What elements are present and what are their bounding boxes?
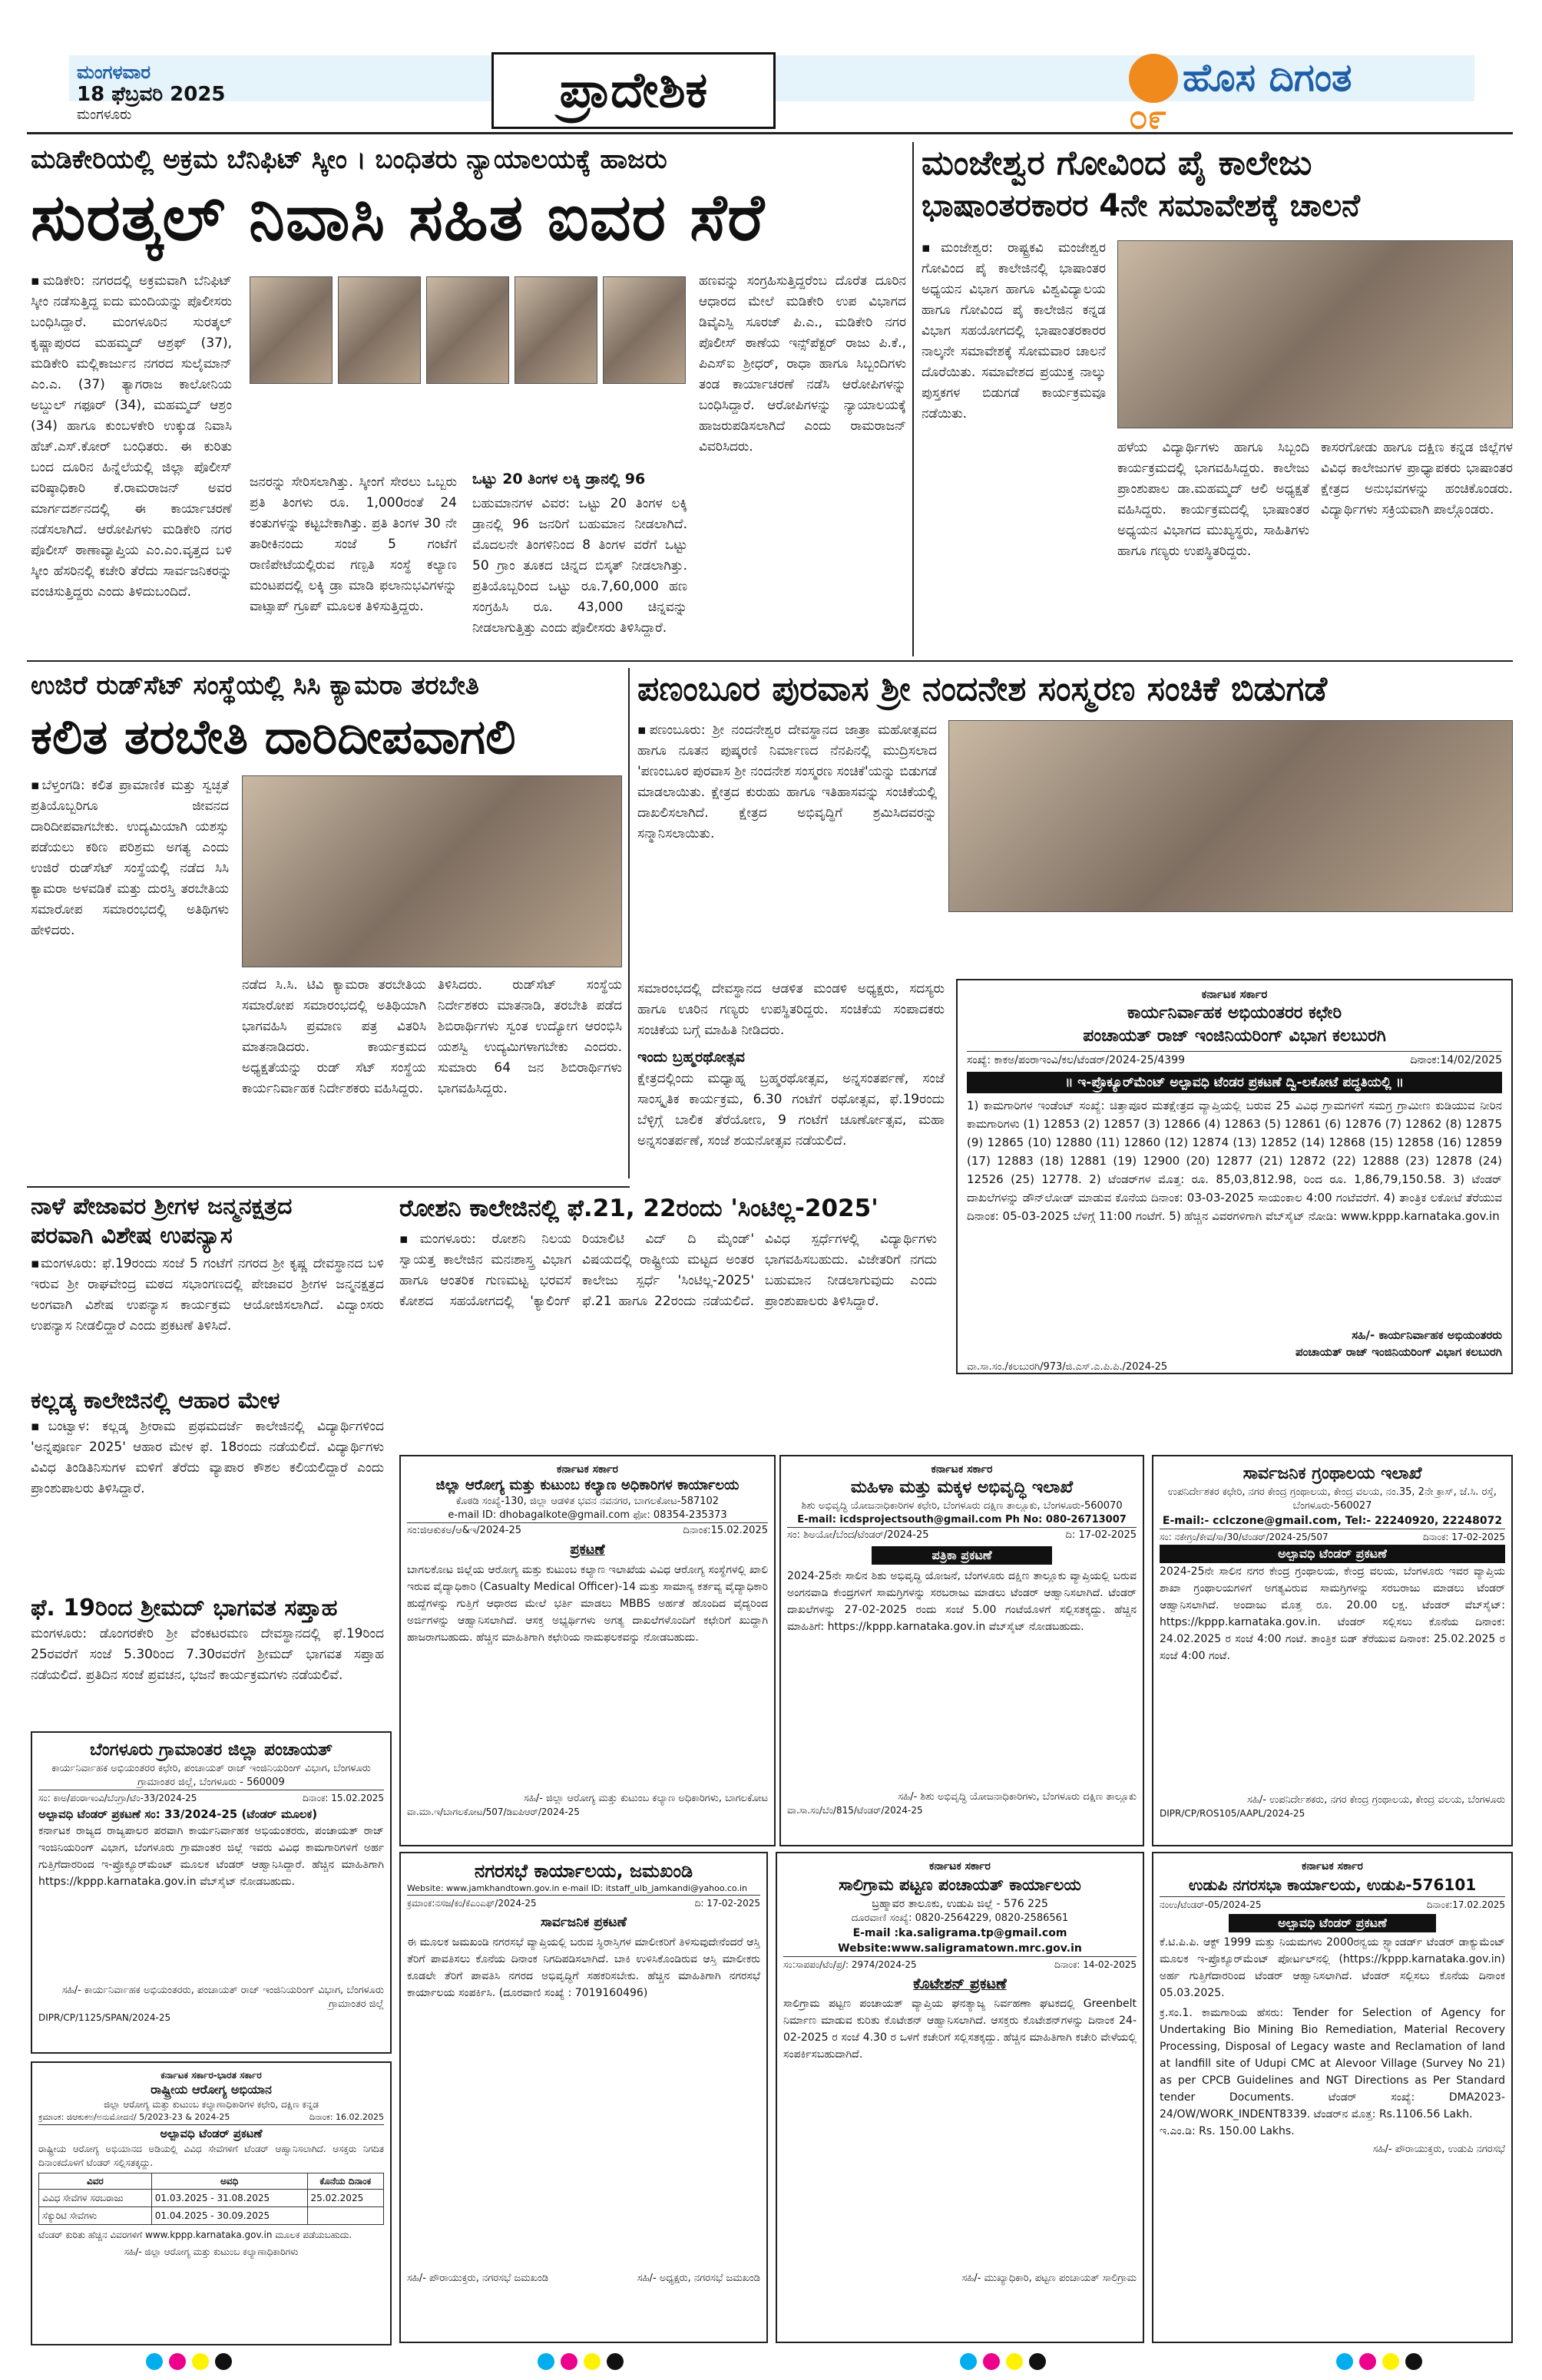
registration-mark-icon: [607, 2353, 624, 2370]
ad-saligrama-addr: ಬ್ರಹ್ಮಾವರ ತಾಲೂಕು, ಉಡುಪಿ ಜಿಲ್ಲೆ - 576 225: [872, 1898, 1048, 1910]
accused-photo-3: [426, 276, 509, 384]
registration-mark-icon: [1006, 2353, 1023, 2370]
logo-wordmark: ಹೊಸ ದಿಗಂತ: [1183, 55, 1352, 100]
story-3-col-1: ▪ಬೆಳ್ತಂಗಡಿ: ಕಲಿತ ಪ್ರಾಮಾಣಿಕ ಮತ್ತು ಸ್ವಚ್ಛತೆ ಪ್ರತಿಯೊಬ್ಬರಿಗೂ ಜೀವನದ ದಾರಿದೀಪವಾಗಬೇಕು. ಉದ್ಯಮಿಯಾಗಿ ಯಶಸ್ಸು ಪಡೆಯಲು ಕಠಿಣ ಪರಿಶ್ರಮ ಅಗತ್ಯ ಎಂದು ಉಜಿರೆ ರುಡ್‌ಸೆಟ್ ಸಂಸ್ಥೆಯಲ್ಲಿ ನಡೆದ ಸಿಸಿ ಕ್ಯಾಮರಾ ಅಳವಡಿಕೆ ಮತ್ತು ದುರಸ್ತಿ ತರಬೇತಿಯ ಸಮಾರೋಪ ಸಮಾರಂಭದಲ್ಲಿ ಅತಿಥಿಗಳು ಹೇಳಿದರು.: [31, 778, 229, 938]
ad-library-foot: DIPR/CP/ROS105/AAPL/2024-25: [1160, 1808, 1305, 1819]
ad-bagalkot-body: ಬಾಗಲಕೋಟ ಜಿಲ್ಲೆಯ ಆರೋಗ್ಯ ಮತ್ತು ಕುಟುಂಬ ಕಲ್ಯಾಣ ಇಲಾಖೆಯ ವಿವಿಧ ಆರೋಗ್ಯ ಸಂಸ್ಥೆಗಳಲ್ಲಿ ಖಾಲಿ ಇರುವ ವೈದ್ಯಾಧಿಕಾರಿ (Casualty Medical Officer)-14 ಮತ್ತು ಸಾಮಾನ್ಯ ಕರ್ತವ್ಯ ವೈದ್ಯಾಧಿಕಾರಿ ಹುದ್ದೆಗಳನ್ನು ಗುತ್ತಿಗೆ ಆಧಾರದ ಮೇಲೆ ಭರ್ತಿ ಮಾಡಲು MBBS ಅರ್ಹತೆ ಹೊಂದಿದ ವೈದ್ಯರಿಂದ ಅರ್ಜಿಗಳನ್ನು ಆಹ್ವಾನಿಸಲಾಗಿದೆ. ಆಸಕ್ತ ಅಭ್ಯರ್ಥಿಗಳು ಅಗತ್ಯ ದಾಖಲೆಗಳೊಂದಿಗೆ ಕಛೇರಿಗೆ ಖುದ್ದಾಗಿ ಹಾಜರಾಗಬಹುದು. ಹೆಚ್ಚಿನ ಮಾಹಿತಿಗಾಗಿ ಕಛೇರಿಯ ನಾಮಫಲಕವನ್ನು ನೋಡಬಹುದು.: [407, 1564, 768, 1644]
header-city: ಮಂಗಳೂರು: [77, 107, 132, 123]
registration-mark-icon: [1359, 2353, 1376, 2370]
ad-nhm-addr: ಜಿಲ್ಲಾ ಆರೋಗ್ಯ ಮತ್ತು ಕುಟುಂಬ ಕಲ್ಯಾಣಾಧಿಕಾರಿಗಳ ಕಛೇರಿ, ದಕ್ಷಿಣ ಕನ್ನಡ: [104, 2099, 319, 2110]
story-1-col-3: ಬಹುಮಾನಗಳ ವಿವರ: ಒಟ್ಟು 20 ತಿಂಗಳ ಲಕ್ಕಿ ಡ್ರಾನಲ್ಲಿ 96 ಜನರಿಗೆ ಬಹುಮಾನ ನೀಡಲಾಗಿದೆ. ಮೊದಲನೇ ತಿಂಗಳಿನಿಂದ 8 ತಿಂಗಳ ವರೆಗೆ ಒಟ್ಟು 50 ಗ್ರಾಂ ತೂಕದ ಚಿನ್ನದ ಬಿಸ್ಕತ್ ನೀಡಲಾಗಿತ್ತು. ಪ್ರತಿಯೊಬ್ಬರಿಂದ ಒಟ್ಟು ರೂ.7,60,000 ಹಣ ಸಂಗ್ರಹಿಸಿ ರೂ. 43,000 ಚಿನ್ನವನ್ನು ನೀಡಲಾಗುತ್ತಿತ್ತು ಎಂದು ಪೊಲೀಸರು ತಿಳಿಸಿದ್ದಾರೆ.: [472, 496, 687, 636]
ad-saligrama-email: E-mail :ka.saligrama.tp@gmail.com: [852, 1927, 1067, 1939]
ad-library-ref: ಸಂ: ನಕೇಗ್ರಂ/ಕೇವ/ಸಾ/30/ಟೆಂಡರ್/2024-25/507: [1160, 1532, 1329, 1542]
ad-wcd-sign: ಸಹಿ/- ಶಿಶು ಅಭಿವೃದ್ಧಿ ಯೋಜನಾಧಿಕಾರಿಗಳು, ಬೆಂಗಳೂರು ದಕ್ಷಿಣ ತಾಲ್ಲೂಕು: [898, 1791, 1137, 1803]
ad-wcd-govt: ಕರ್ನಾಟಕ ಸರ್ಕಾರ: [931, 1463, 993, 1476]
story-7: [31, 1593, 384, 1727]
ad-wcd-heading: ಪತ್ರಿಕಾ ಪ್ರಕಟಣೆ: [872, 1546, 1052, 1565]
ad-jamkhandi: [399, 1852, 768, 2343]
story-3-col-2: ನಡೆದ ಸಿ.ಸಿ. ಟಿವಿ ಕ್ಯಾಮರಾ ತರಬೇತಿಯ ಸಮಾರೋಪ ಸಮಾರಂಭದಲ್ಲಿ ಅತಿಥಿಯಾಗಿ ಭಾಗವಹಿಸಿ ಪ್ರಮಾಣ ಪತ್ರ ವಿತರಿಸಿ ಮಾತನಾಡಿದರು. ಕಾರ್ಯಕ್ರಮದ ಅಧ್ಯಕ್ಷತೆಯನ್ನು ರುಡ್ ಸೆಟ್ ಸಂಸ್ಥೆಯ ಕಾರ್ಯನಿರ್ವಾಹಕ ನಿರ್ದೇಶಕರು ವಹಿಸಿದ್ದರು.: [242, 977, 426, 1096]
ad-library: [1152, 1455, 1513, 1846]
story-3: [31, 668, 622, 1186]
col-divider-2: [628, 668, 630, 1178]
ad-udupi-date: ದಿನಾಂಕ:17.02.2025: [1426, 1899, 1505, 1910]
ad-bengaluru-zp-title: ಬೆಂಗಳೂರು ಗ್ರಾಮಾಂತರ ಜಿಲ್ಲಾ ಪಂಚಾಯತ್: [90, 1740, 333, 1760]
story-8-headline: ರೋಶನಿ ಕಾಲೇಜಿನಲ್ಲಿ ಫೆ.21, 22ರಂದು 'ಸಿಂಟಿಲ್ಲ-2025': [399, 1195, 879, 1222]
registration-mark-icon: [169, 2353, 186, 2370]
page-number: ೦೯: [1129, 100, 1167, 132]
ad-library-heading: ಅಲ್ಪಾವಧಿ ಟೆಂಡರ್ ಪ್ರಕಟಣೆ: [1160, 1545, 1505, 1563]
ad-nhm: [31, 2061, 392, 2345]
registration-mark-icon: [983, 2353, 1000, 2370]
ad-nhm-heading: ಅಲ್ಪಾವಧಿ ಟೆಂಡರ್ ಪ್ರಕಟಣೆ: [160, 2127, 263, 2140]
ad-bagalkot-date: ದಿನಾಂಕ:15.02.2025: [683, 1525, 768, 1536]
ad-library-sign: ಸಹಿ/- ಉಪನಿರ್ದೇಶಕರು, ನಗರ ಕೇಂದ್ರ ಗ್ರಂಥಾಲಯ, ಕೇಂದ್ರ ವಲಯ, ಬೆಂಗಳೂರು: [1247, 1794, 1505, 1806]
tender-kalaburagi-office-1: ಕಾರ್ಯನಿರ್ವಾಹಕ ಅಭಿಯಂತರರ ಕಛೇರಿ: [1127, 1003, 1342, 1023]
ad-library-title: ಸಾರ್ವಜನಿಕ ಗ್ರಂಥಾಲಯ ಇಲಾಖೆ: [1243, 1464, 1422, 1483]
accused-photo-4: [515, 276, 597, 384]
ad-jamkhandi-date: ದಿ: 17-02-2025: [694, 1898, 760, 1909]
ad-bagalkot-ref: ಸಂ:ಜಿಆಕುಕಅ/ಆ&ಇ/2024-25: [407, 1525, 522, 1536]
story-1-headline: ಸುರತ್ಕಲ್ ನಿವಾಸಿ ಸಹಿತ ಐವರ ಸೆರೆ: [31, 180, 766, 255]
ad-udupi-heading: ಅಲ್ಪಾವಧಿ ಟೆಂಡರ್ ಪ್ರಕಟಣೆ: [1229, 1914, 1436, 1932]
tender-kalaburagi-date: ದಿನಾಂಕ:14/02/2025: [1410, 1054, 1502, 1066]
accused-photo-1: [250, 276, 333, 384]
section-title: ಪ್ರಾದೇಶಿಕ: [559, 62, 708, 119]
ad-nhm-th-item: ವಿವರ: [39, 2173, 152, 2190]
story-8: [399, 1192, 937, 1446]
ad-nhm-cell: [307, 2207, 384, 2225]
ad-nhm-date: ದಿನಾಂಕ: 16.02.2025: [309, 2112, 384, 2122]
ad-wcd-ref: ಸಂ: ಶಿಅಯೋ/ಬೆಂದ/ಟೆಂಡರ್/2024-25: [787, 1529, 929, 1541]
ad-saligrama-phone: ದೂರವಾಣಿ ಸಂಖ್ಯೆ: 0820-2564229, 0820-2586561: [851, 1912, 1069, 1924]
tender-kalaburagi-ref: ಸಂಖ್ಯೆ: ಕಾಕಅ/ಪಂರಾಇಂವಿ/ಕಲ/ಟೆಂಡರ್/2024-25/4399: [967, 1054, 1185, 1066]
ad-saligrama-govt: ಕರ್ನಾಟಕ ಸರ್ಕಾರ: [929, 1860, 991, 1873]
ad-bagalkot-health: [399, 1455, 776, 1846]
col-divider: [912, 142, 914, 656]
story-3-col-3: ತಿಳಿಸಿದರು. ರುಡ್‌ಸೆಟ್ ಸಂಸ್ಥೆಯ ನಿರ್ದೇಶಕರು ಮಾತನಾಡಿ, ತರಬೇತಿ ಪಡೆದ ಶಿಬಿರಾರ್ಥಿಗಳು ಸ್ವಂತ ಉದ್ಯೋಗ ಆರಂಭಿಸಿ ಯಶಸ್ವಿ ಉದ್ಯಮಿಗಳಾಗಬೇಕು ಎಂದರು. ಸುಮಾರು 64 ಜನ ಶಿಬಿರಾರ್ಥಿಗಳು ಭಾಗವಹಿಸಿದ್ದರು.: [438, 977, 622, 1096]
ad-bagalkot-addr: ಕೊಠಡಿ ಸಂಖ್ಯೆ-130, ಜಿಲ್ಲಾ ಆಡಳಿತ ಭವನ ನವನಗರ, ಬಾಗಲಕೋಟ-587102: [455, 1496, 720, 1507]
registration-mark-icon: [1405, 2353, 1422, 2370]
ad-udupi-emd: ಇ.ಎಂ.ಡಿ: Rs. 150.00 Lakhs.: [1160, 2125, 1295, 2137]
ad-nhm-govt: ಕರ್ನಾಟಕ ಸರ್ಕಾರ-ಭಾರತ ಸರ್ಕಾರ: [160, 2070, 262, 2081]
masthead-rule: [27, 132, 1513, 134]
masthead: [0, 0, 1542, 134]
ad-wcd-email: E-mail: icdsprojectsouth@gmail.com Ph No: 080-26713007: [787, 1513, 1137, 1528]
registration-mark-icon: [215, 2353, 232, 2370]
registration-mark-icon: [960, 2353, 977, 2370]
story-2-photo: [1117, 240, 1513, 428]
story-4-col-2b: ಕ್ಷೇತ್ರದಲ್ಲಿಂದು ಮಧ್ಯಾಹ್ನ ಬ್ರಹ್ಮರಥೋತ್ಸವ, ಅನ್ನಸಂತರ್ಪಣೆ, ಸಂಜೆ ಸಾಂಸ್ಕೃತಿಕ ಕಾರ್ಯಕ್ರಮ, 6.30 ಗಂಟೆಗೆ ರಥೋತ್ಸವ, ಫೆ.19ರಂದು ಬೆಳ್ಳಿಗ್ಗೆ ಬಾಲಿಕ ತೆರೆಯೋಣ, 9 ಗಂಟೆಗೆ ಚೂರ್ಣೋತ್ಸವ, ಮಹಾ ಅನ್ನಸಂತರ್ಪಣೆ, ಸಂಜೆ ಶಯನೋತ್ಸವ ನಡೆಯಲಿದೆ.: [637, 1071, 945, 1149]
tender-kalaburagi-foot: ವಾ.ಸಾ.ಸಂ./ಕಲಬುರಗಿ/973/ಜಿ.ಎಸ್.ಎ.ಪಿ.ಪಿ./2024-25: [967, 1361, 1168, 1373]
story-7-headline: ಫೆ. 19ರಿಂದ ಶ್ರೀಮದ್ ಭಾಗವತ ಸಪ್ತಾಹ: [31, 1595, 338, 1621]
story-1-col-1: ▪ಮಡಿಕೇರಿ: ನಗರದಲ್ಲಿ ಅಕ್ರಮವಾಗಿ ಬೆನಿಫಿಟ್ ಸ್ಕೀಂ ನಡೆಸುತ್ತಿದ್ದ ಐದು ಮಂದಿಯನ್ನು ಪೊಲೀಸರು ಬಂಧಿಸಿದ್ದಾರೆ. ಮಂಗಳೂರಿನ ಸುರತ್ಕಲ್ ಕೃಷ್ಣಾಪುರದ ಮಹಮ್ಮದ್ ಆಶ್ರಫ್ (37), ಮಡಿಕೇರಿ ಮಲ್ಲಿಕಾರ್ಜುನ ನಗರದ ಸುಲೈಮಾನ್ ಎಂ.ಎ. (37) ತ್ಯಾಗರಾಜ ಕಾಲೋನಿಯ ಅಬ್ದುಲ್ ಗಫೂರ್ (34), ಮಹಮ್ಮದ್ ಆಶ್ರಂ (34) ಹಾಗೂ ಕುಂಬಳಕೇರಿ ಉಕ್ಕುಡ ನಿವಾಸಿ ಹೆಚ್.ಎಸ್.ಕೋರ್ ಬಂಧಿತರು. ಈ ಕುರಿತು ಬಂದ ದೂರಿನ ಹಿನ್ನೆಲೆಯಲ್ಲಿ ಜಿಲ್ಲಾ ಪೊಲೀಸ್ ವರಿಷ್ಠಾಧಿಕಾರಿ ಕೆ.ರಾಮರಾಜನ್ ಅವರ ಮಾರ್ಗದರ್ಶನದಲ್ಲಿ ಈ ಕಾರ್ಯಾಚರಣೆ ನಡೆಸಲಾಗಿದೆ. ಆರೋಪಿಗಳು ಮಡಿಕೇರಿ ನಗರ ಪೊಲೀಸ್ ಠಾಣಾವ್ಯಾಪ್ತಿಯ ಎಂ.ಎಂ.ವೃತ್ತದ ಬಳಿ ಸ್ಕೀಂ ಹೆಸರಿನಲ್ಲಿ ಕಚೇರಿ ತೆರೆದು ಸಾರ್ವಜನಿಕರನ್ನು ವಂಚಿಸುತ್ತಿದ್ದರು ಎಂದು ತಿಳಿದುಬಂದಿದೆ.: [31, 273, 232, 600]
story-5: [31, 1192, 384, 1384]
tender-kalaburagi-sign-2: ಪಂಚಾಯತ್ ರಾಜ್ ಇಂಜಿನಿಯರಿಂಗ್ ವಿಭಾಗ ಕಲಬುರಗಿ: [1295, 1345, 1502, 1359]
story-7-body: ಮಂಗಳೂರು: ಡೊಂಗರಕೇರಿ ಶ್ರೀ ವೆಂಕಟರಮಣ ದೇವಸ್ಥಾನದಲ್ಲಿ ಫೆ.19ರಿಂದ 25ರವರೆಗೆ ಸಂಜೆ 5.30ರಿಂದ 7.30ರವರೆಗೆ ಶ್ರೀಮದ್ ಭಾಗವತ ಸಪ್ತಾಹ ನಡೆಯಲಿದೆ. ಪ್ರತಿದಿನ ಸಂಜೆ ಪ್ರವಚನ, ಭಜನೆ ಕಾರ್ಯಕ್ರಮಗಳು ನಡೆಯಲಿವೆ.: [31, 1626, 384, 1683]
ad-library-email: E-mail:- cclczone@gmail.com, Tel:- 22240920, 22248072: [1160, 1513, 1505, 1529]
ad-bengaluru-zp-body: ಕರ್ನಾಟಕ ರಾಜ್ಯದ ರಾಜ್ಯಪಾಲರ ಪರವಾಗಿ ಕಾರ್ಯನಿರ್ವಾಹಕ ಅಭಿಯಂತರರು, ಪಂಚಾಯತ್ ರಾಜ್ ಇಂಜಿನಿಯರಿಂಗ್ ವಿಭಾಗ, ಬೆಂಗಳೂರು ಗ್ರಾಮಾಂತರ ಜಿಲ್ಲೆ ಇವರು ವಿವಿಧ ಕಾಮಗಾರಿಗಳಿಗೆ ಅರ್ಹ ಗುತ್ತಿಗೆದಾರರಿಂದ ಇ-ಪ್ರೊಕ್ಯೂರ್‌ಮೆಂಟ್ ಮೂಲಕ ಟೆಂಡರ್ ಆಹ್ವಾನಿಸಿದ್ದಾರೆ. ಹೆಚ್ಚಿನ ಮಾಹಿತಿಗಾಗಿ https://kppp.karnataka.gov.in ವೆಬ್‌ಸೈಟ್ ನೋಡಬಹುದು.: [38, 1825, 384, 1888]
tender-kalaburagi-title: ॥ ಇ-ಪ್ರೊಕ್ಯೂರ್‌ಮೆಂಟ್ ಅಲ್ಪಾವಧಿ ಟೆಂಡರ ಪ್ರಕಟಣೆ ದ್ವಿ-ಲಕೋಟೆ ಪದ್ಧತಿಯಲ್ಲಿ ॥: [967, 1072, 1502, 1093]
ad-wcd-foot: ವಾ.ಸಾ.ಸಂ/ಬೆಂ/815/ಟೆಂಡರ್/2024-25: [787, 1805, 923, 1816]
ad-nhm-th-last: ಕೊನೆಯ ದಿನಾಂಕ: [307, 2173, 384, 2190]
ad-bagalkot-sign: ಸಹಿ/- ಜಿಲ್ಲಾ ಆರೋಗ್ಯ ಮತ್ತು ಕುಟುಂಬ ಕಲ್ಯಾಣ ಅಧಿಕಾರಿಗಳು, ಬಾಗಲಕೋಟ: [524, 1793, 768, 1804]
ad-saligrama: [776, 1852, 1144, 2343]
accused-photo-5: [603, 276, 686, 384]
story-1-photos: [250, 276, 687, 468]
ad-saligrama-web: Website:www.saligramatown.mrc.gov.in: [783, 1941, 1137, 1957]
ad-bagalkot-email: e-mail ID: dhobagalkote@gmail.com ಫೋ: 08354-235373: [407, 1509, 768, 1523]
ad-udupi-sign: ಸಹಿ/- ಪೌರಾಯುಕ್ತರು, ಉಡುಪಿ ನಗರಸಭೆ: [1372, 2144, 1505, 2155]
ad-udupi-body: ಕೆ.ಟಿ.ಪಿ.ಪಿ. ಆಕ್ಟ್ 1999 ಮತ್ತು ನಿಯಮಗಳು 2000ರನ್ವಯ ಸ್ಟ್ಯಾಂಡರ್ಡ್ ಟೆಂಡರ್ ಡಾಕ್ಯುಮೆಂಟ್ ಮೂಲಕ ಇ-ಪ್ರೊಕ್ಯೂರ್‌ಮೆಂಟ್ ಪೋರ್ಟಲ್‌ನಲ್ಲಿ (https://kppp.karnataka.gov.in) ಅರ್ಹ ಗುತ್ತಿಗೆದಾರರಿಂದ ಟೆಂಡರ್ ಆಹ್ವಾನಿಸಲಾಗಿದೆ. ಟೆಂಡರ್ ಸಲ್ಲಿಸಲು ಕೊನೆಯ ದಿನಾಂಕ 05.03.2025.: [1160, 1936, 1505, 1999]
ad-wcd-body: 2024-25ನೇ ಸಾಲಿನ ಶಿಶು ಅಭಿವೃದ್ಧಿ ಯೋಜನೆ, ಬೆಂಗಳೂರು ದಕ್ಷಿಣ ತಾಲ್ಲೂಕು ವ್ಯಾಪ್ತಿಯಲ್ಲಿ ಬರುವ ಅಂಗನವಾಡಿ ಕೇಂದ್ರಗಳಿಗೆ ಸಾಮಗ್ರಿಗಳನ್ನು ಸರಬರಾಜು ಮಾಡಲು ಟೆಂಡರ್ ಆಹ್ವಾನಿಸಲಾಗಿದೆ. ಟೆಂಡರ್ ದಾಖಲೆಗಳನ್ನು 27-02-2025 ರಂದು ಸಂಜೆ 5.00 ಗಂಟೆಯೊಳಗೆ ಸಲ್ಲಿಸತಕ್ಕದ್ದು. ಹೆಚ್ಚಿನ ಮಾಹಿತಿಗೆ: https://kppp.karnataka.gov.in ವೆಬ್‌ಸೈಟ್ ನೋಡಬಹುದು.: [787, 1570, 1137, 1633]
ad-nhm-table: [38, 2173, 384, 2225]
story-6-body: ▪ಬಂಟ್ವಾಳ: ಕಲ್ಲಡ್ಕ ಶ್ರೀರಾಮ ಪ್ರಥಮದರ್ಜೆ ಕಾಲೇಜಿನಲ್ಲಿ ವಿದ್ಯಾರ್ಥಿಗಳಿಂದ 'ಅನ್ನಪೂರ್ಣ 2025' ಆಹಾರ ಮೇಳ ಫೆ. 18ರಂದು ನಡೆಯಲಿದೆ. ವಿದ್ಯಾರ್ಥಿಗಳು ವಿವಿಧ ತಿಂಡಿತಿನಿಸುಗಳ ಮಳಿಗೆ ತೆರೆದು ವ್ಯಾಪಾರ ಕೌಶಲ ಕಲಿಯಲಿದ್ದಾರೆ ಎಂದು ಪ್ರಾಂಶುಪಾಲರು ತಿಳಿಸಿದ್ದಾರೆ.: [31, 1419, 384, 1496]
story-4-photo: [948, 720, 1513, 912]
story-6: [31, 1386, 384, 1585]
story-1-col-2: ಜನರನ್ನು ಸೇರಿಸಲಾಗಿತ್ತು. ಸ್ಕೀಂಗೆ ಸೇರಲು ಒಬ್ಬರು ಪ್ರತಿ ತಿಂಗಳು ರೂ. 1,000ರಂತೆ 24 ಕಂತುಗಳನ್ನು ಕಟ್ಟಬೇಕಾಗಿತ್ತು. ಪ್ರತಿ ತಿಂಗಳ 30 ನೇ ತಾರೀಕಿನಂದು ಸಂಜೆ 5 ಗಂಟೆಗೆ ರಾಣಿಪೇಟೆಯಲ್ಲಿರುವ ಗಣ್ಪತಿ ಸಂಸ್ಥೆ ಕಲ್ಯಾಣ ಮಂಟಪದಲ್ಲಿ ಲಕ್ಕಿ ಡ್ರಾ ಮಾಡಿ ಫಲಾನುಭವಿಗಳನ್ನು ವಾಟ್ಸಾಪ್ ಗ್ರೂಪ್ ಮೂಲಕ ತಿಳಿಸುತ್ತಿದ್ದರು.: [250, 474, 457, 614]
ad-nhm-ref: ಕ್ರಮಾಂಕ: ಜಿಆಕುಕಅ/ಅನುಮೋದನೆ/ 5/2023-23 & 2024-25: [38, 2112, 230, 2122]
table-row: [39, 2207, 384, 2225]
ad-library-addr: ಉಪನಿರ್ದೇಶಕರ ಕಛೇರಿ, ನಗರ ಕೇಂದ್ರ ಗ್ರಂಥಾಲಯ, ಕೇಂದ್ರ ವಲಯ, ನಂ.35, 2ನೇ ಕ್ರಾಸ್, ಜೆ.ಸಿ. ರಸ್ತೆ, ಬೆಂಗಳೂರು-560027: [1167, 1486, 1497, 1512]
ad-library-body: 2024-25ನೇ ಸಾಲಿನ ನಗರ ಕೇಂದ್ರ ಗ್ರಂಥಾಲಯ, ಕೇಂದ್ರ ವಲಯ, ಬೆಂಗಳೂರು ಇವರ ವ್ಯಾಪ್ತಿಯ ಶಾಖಾ ಗ್ರಂಥಾಲಯಗಳಿಗೆ ಅಗತ್ಯವಿರುವ ಸಾಮಗ್ರಿಗಳನ್ನು ಸರಬರಾಜು ಮಾಡಲು ಟೆಂಡರ್ ಆಹ್ವಾನಿಸಲಾಗಿದೆ. ಅಂದಾಜು ಮೊತ್ತ ರೂ. 20.00 ಲಕ್ಷ. ಟೆಂಡರ್ ವೆಬ್‌ಸೈಟ್: https://kppp.karnataka.gov.in. ಟೆಂಡರ್ ಸಲ್ಲಿಸಲು ಕೊನೆಯ ದಿನಾಂಕ: 24.02.2025 ರ ಸಂಜೆ 4:00 ಗಂಟೆ. ತಾಂತ್ರಿಕ ಬಿಡ್ ತೆರೆಯುವ ದಿನಾಂಕ: 25.02.2025 ರ ಸಂಜೆ 4:00 ಗಂಟೆ.: [1160, 1565, 1505, 1662]
registration-mark-icon: [1336, 2353, 1353, 2370]
registration-mark-icon: [192, 2353, 209, 2370]
ad-bagalkot-title: ಜಿಲ್ಲಾ ಆರೋಗ್ಯ ಮತ್ತು ಕುಟುಂಬ ಕಲ್ಯಾಣ ಅಧಿಕಾರಿಗಳ ಕಾರ್ಯಾಲಯ: [435, 1477, 740, 1493]
story-4-col-2: ಸಮಾರಂಭದಲ್ಲಿ ದೇವಸ್ಥಾನದ ಆಡಳಿತ ಮಂಡಳಿ ಅಧ್ಯಕ್ಷರು, ಸದಸ್ಯರು ಹಾಗೂ ಊರಿನ ಗಣ್ಯರು ಉಪಸ್ಥಿತರಿದ್ದರು. ಸಂಚಿಕೆಯ ಸಂಪಾದಕರು ಸಂಚಿಕೆಯ ಬಗ್ಗೆ ಮಾಹಿತಿ ನೀಡಿದರು.: [637, 981, 945, 1038]
story-2-headline-2: ಭಾಷಾಂತರಕಾರರ 4ನೇ ಸಮಾವೇಶಕ್ಕೆ ಚಾಲನೆ: [922, 188, 1360, 223]
ad-bagalkot-foot: ವಾ.ಮಾ.ಇ/ಬಾಗಲಕೋಟ/507/ಡಿಐಪಿಆರ್/2024-25: [407, 1806, 580, 1817]
ad-bagalkot-heading: ಪ್ರಕಟಣೆ: [570, 1542, 605, 1558]
ad-nhm-sign: ಸಹಿ/- ಜಿಲ್ಲಾ ಆರೋಗ್ಯ ಮತ್ತು ಕುಟುಂಬ ಕಲ್ಯಾಣಾಧಿಕಾರಿಗಳು: [124, 2246, 299, 2257]
table-row: [39, 2190, 384, 2207]
story-2-col-1: ▪ಮಂಜೇಶ್ವರ: ರಾಷ್ಟ್ರಕವಿ ಮಂಜೇಶ್ವರ ಗೋವಿಂದ ಪೈ ಕಾಲೇಜಿನಲ್ಲಿ ಭಾಷಾಂತರ ಅಧ್ಯಯನ ವಿಭಾಗ ಹಾಗೂ ವಿಶ್ವವಿದ್ಯಾಲಯ ಹಾಗೂ ಗೋವಿಂದ ಪೈ ಕಾಲೇಜಿನ ಕನ್ನಡ ವಿಭಾಗ ಸಹಯೋಗದಲ್ಲಿ ಭಾಷಾಂತರಕಾರರ ನಾಲ್ಕನೇ ಸಮಾವೇಶಕ್ಕೆ ಸೋಮವಾರ ಚಾಲನೆ ದೊರೆಯಿತು. ಸಮಾವೇಶದ ಪ್ರಯುಕ್ತ ನಾಲ್ಕು ಪುಸ್ತಕಗಳ ಬಿಡುಗಡೆ ಕಾರ್ಯಕ್ರಮವೂ ನಡೆಯಿತು.: [922, 240, 1106, 421]
story-3-kicker: ಉಜಿರೆ ರುಡ್‌ಸೆಟ್ ಸಂಸ್ಥೆಯಲ್ಲಿ ಸಿಸಿ ಕ್ಯಾಮರಾ ತರಬೇತಿ: [31, 670, 479, 701]
ad-wcd-date: ದಿ: 17-02-2025: [1065, 1529, 1137, 1541]
ad-saligrama-title: ಸಾಲಿಗ್ರಾಮ ಪಟ್ಟಣ ಪಂಚಾಯತ್ ಕಾರ್ಯಾಲಯ: [839, 1876, 1081, 1894]
story-4-col-1: ▪ಪಣಂಬೂರು: ಶ್ರೀ ನಂದನೇಶ್ವರ ದೇವಸ್ಥಾನದ ಜಾತ್ರಾ ಮಹೋತ್ಸವದ ಹಾಗೂ ನೂತನ ಪುಷ್ಕರಣಿ ನಿರ್ಮಾಣದ ನೆನಪಿನಲ್ಲಿ ಮುದ್ರಿಸಲಾದ 'ಪಣಂಬೂರ ಪುರವಾಸ ಶ್ರೀ ನಂದನೇಶ ಸಂಸ್ಮರಣ ಸಂಚಿಕೆ'ಯನ್ನು ಬಿಡುಗಡೆ ಮಾಡಲಾಯಿತು. ಕ್ಷೇತ್ರದ ಕುರುಹು ಹಾಗೂ ಇತಿಹಾಸವನ್ನು ಸಂಚಿಕೆಯಲ್ಲಿ ದಾಖಲಿಸಲಾಗಿದೆ. ಕ್ಷೇತ್ರದ ಅಭಿವೃದ್ಧಿಗೆ ಶ್ರಮಿಸಿದವರನ್ನು ಸನ್ಮಾನಿಸಲಾಯಿತು.: [637, 722, 937, 841]
ad-nhm-cell: 01.03.2025 - 31.08.2025: [151, 2190, 307, 2207]
ad-udupi-work: ಕ್ರ.ಸಂ.1. ಕಾಮಗಾರಿಯ ಹೆಸರು: Tender for Selection of Agency for Undertaking Bio Mining Bio Remediation, Material Recovery Processing, Disposal of Legacy waste and Reclamation of land at landfill site of Udupi CMC at Alevoor Village (Survey No 21) as per CPCB Guidelines and NGT Directions as Per Standard tender Documents. ಟೆಂಡರ್ ಸಂಖ್ಯೆ: DMA2023-24/OW/WORK_INDENT8339. ಟೆಂಡರ್‌ನ ಮೊತ್ತ: Rs.1106.56 Lakh.: [1160, 2007, 1505, 2121]
ad-nhm-cell: ಸೆಕ್ಯುರಿಟಿ ಸೇವೆಗಳು: [39, 2207, 152, 2225]
ad-bengaluru-zp-ref: ಸಂ: ಕಾಅ/ಪಂರಾಇಂವಿ/ಬೆಂಗ್ರಾ/ಟೆಂ-33/2024-25: [38, 1793, 197, 1803]
ad-bengaluru-zp: [31, 1731, 392, 2054]
story-1: [31, 142, 906, 664]
ad-udupi-ref: ನಂಉ/ಟೆಂಡರ್-05/2024-25: [1160, 1899, 1262, 1910]
ad-jamkhandi-ref: ಕ್ರಮಾಂಕ:ನಸಜ/ಕಂ/ಕೆಎಂಎಫ್/2024-25: [407, 1898, 537, 1909]
ad-library-date: ದಿನಾಂಕ: 17-02-2025: [1423, 1532, 1505, 1542]
accused-photo-2: [338, 276, 421, 384]
ad-nhm-web: ಟೆಂಡರ್ ಕುರಿತು ಹೆಚ್ಚಿನ ವಿವರಗಳಿಗೆ www.kppp.karnataka.gov.in ಮೂಲಕ ಪಡೆಯಬಹುದು.: [38, 2230, 352, 2240]
ad-udupi-title: ಉಡುಪಿ ನಗರಸಭಾ ಕಾರ್ಯಾಲಯ, ಉಡುಪಿ-576101: [1188, 1876, 1477, 1894]
story-5-headline-2: ಪರವಾಗಿ ವಿಶೇಷ ಉಪನ್ಯಾಸ: [31, 1222, 233, 1249]
ad-bengaluru-zp-foot: DIPR/CP/1125/SPAN/2024-25: [38, 2012, 171, 2023]
story-1-col-4: ಹಣವನ್ನು ಸಂಗ್ರಹಿಸುತ್ತಿದ್ದರೆಂಬ ದೊರೆತ ದೂರಿನ ಆಧಾರದ ಮೇಲೆ ಮಡಿಕೇರಿ ಉಪ ವಿಭಾಗದ ಡಿವೈಎಸ್ಪಿ ಸೂರಜ್ ಪಿ.ಎ., ಮಡಿಕೇರಿ ನಗರ ಪೊಲೀಸ್ ಠಾಣೆಯ ಇನ್ಸ್‌ಪೆಕ್ಟರ್ ರಾಜು ಪಿ.ಕೆ., ಪಿಎಸ್‌ಐ ಶ್ರೀಧರ್, ರಾಧಾ ಹಾಗೂ ಸಿಬ್ಬಂದಿಗಳು ತಂಡ ಕಾರ್ಯಾಚರಣೆ ನಡೆಸಿ ಆರೋಪಿಗಳನ್ನು ಬಂಧಿಸಿದ್ದಾರೆ. ಆರೋಪಿಗಳನ್ನು ನ್ಯಾಯಾಲಯಕ್ಕೆ ಹಾಜರುಪಡಿಸಲಾಗಿದೆ ಎಂದು ರಾಮರಾಜನ್ ವಿವರಿಸಿದರು.: [699, 273, 906, 455]
registration-mark-icon: [561, 2353, 577, 2370]
logo-block: [1129, 46, 1467, 132]
ad-jamkhandi-web: Website: www.jamkhandtown.gov.in e-mail ID: itstaff_ulb_jamkandi@yahoo.co.in: [407, 1883, 760, 1896]
ad-wcd-title: ಮಹಿಳಾ ಮತ್ತು ಮಕ್ಕಳ ಅಭಿವೃದ್ಧಿ ಇಲಾಖೆ: [850, 1478, 1074, 1497]
ad-jamkhandi-sign-left: ಸಹಿ/- ಪೌರಾಯುಕ್ತರು, ನಗರಸಭೆ ಜಮಖಂಡಿ: [407, 2273, 549, 2284]
ad-nhm-th-period: ಅವಧಿ: [151, 2173, 307, 2190]
ad-saligrama-ref: ಸಂ:ಸಾಪಪಂ/ಟೆಂ/ಪ್ರ/: 2974/2024-25: [783, 1959, 917, 1970]
ad-nhm-title: ರಾಷ್ಟ್ರೀಯ ಆರೋಗ್ಯ ಅಭಿಯಾನ: [151, 2082, 272, 2097]
section-title-box: [491, 52, 776, 129]
ad-wcd-addr: ಶಿಶು ಅಭಿವೃದ್ಧಿ ಯೋಜನಾಧಿಕಾರಿಗಳ ಕಛೇರಿ, ಬೆಂಗಳೂರು ದಕ್ಷಿಣ ತಾಲ್ಲೂಕು, ಬೆಂಗಳೂರು-560070: [801, 1500, 1123, 1512]
story-2-col-2: ಹಳೆಯ ವಿದ್ಯಾರ್ಥಿಗಳು ಹಾಗೂ ಸಿಬ್ಬಂದಿ ಕಾರ್ಯಕ್ರಮದಲ್ಲಿ ಭಾಗವಹಿಸಿದ್ದರು. ಕಾಲೇಜು ಪ್ರಾಂಶುಪಾಲ ಡಾ.ಮಹಮ್ಮದ್ ಆಲಿ ಅಧ್ಯಕ್ಷತೆ ವಹಿಸಿದ್ದರು. ಕಾರ್ಯಕ್ರಮದಲ್ಲಿ ಭಾಷಾಂತರ ಅಧ್ಯಯನ ವಿಭಾಗದ ಮುಖ್ಯಸ್ಥರು, ಸಾಹಿತಿಗಳು ಹಾಗೂ ಗಣ್ಯರು ಉಪಸ್ಥಿತರಿದ್ದರು.: [1117, 440, 1309, 559]
story-2-headline-1: ಮಂಜೇಶ್ವರ ಗೋವಿಂದ ಪೈ ಕಾಲೇಜು: [922, 144, 1312, 183]
ad-bengaluru-zp-addr: ಕಾರ್ಯನಿರ್ವಾಹಕ ಅಭಿಯಂತರರ ಕಛೇರಿ, ಪಂಚಾಯತ್ ರಾಜ್ ಇಂಜಿನಿಯರಿಂಗ್ ವಿಭಾಗ, ಬೆಂಗಳೂರು ಗ್ರಾಮಾಂತರ ಜಿಲ್ಲೆ, ಬೆಂಗಳೂರು - 560009: [38, 1762, 384, 1790]
row-rule-2: [27, 1186, 630, 1188]
registration-mark-icon: [1382, 2353, 1399, 2370]
story-1-subhead: ಒಟ್ಟು 20 ತಿಂಗಳ ಲಕ್ಕಿ ಡ್ರಾನಲ್ಲಿ 96: [472, 471, 646, 488]
ad-bengaluru-zp-date: ದಿನಾಂಕ: 15.02.2025: [303, 1793, 384, 1803]
story-5-body: ▪ಮಂಗಳೂರು: ಫೆ.19ರಂದು ಸಂಜೆ 5 ಗಂಟೆಗೆ ನಗರದ ಶ್ರೀ ಕೃಷ್ಣ ದೇವಸ್ಥಾನದ ಬಳಿ ಇರುವ ಶ್ರೀ ರಾಘವೇಂದ್ರ ಮಠದ ಸಭಾಂಗಣದಲ್ಲಿ ಪೇಜಾವರ ಶ್ರೀಗಳ ಜನ್ಮನಕ್ಷತ್ರದ ಅಂಗವಾಗಿ ವಿಶೇಷ ಉಪನ್ಯಾಸ ಕಾರ್ಯಕ್ರಮ ಆಯೋಜಿಸಲಾಗಿದೆ. ವಿದ್ವಾಂಸರು ಉಪನ್ಯಾಸ ನೀಡಲಿದ್ದಾರೆ ಎಂದು ಪ್ರಕಟಣೆ ತಿಳಿಸಿದೆ.: [31, 1256, 384, 1334]
registration-mark-icon: [146, 2353, 163, 2370]
ad-bagalkot-govt: ಕರ್ನಾಟಕ ಸರ್ಕಾರ: [557, 1463, 618, 1476]
story-3-headline: ಕಲಿತ ತರಬೇತಿ ದಾರಿದೀಪವಾಗಲಿ: [31, 709, 516, 765]
ad-jamkhandi-sign-right: ಸಹಿ/- ಅಧ್ಯಕ್ಷರು, ನಗರಸಭೆ ಜಮಖಂಡಿ: [637, 2273, 760, 2284]
story-3-photo: [242, 775, 622, 967]
tender-kalaburagi: [956, 979, 1513, 1374]
row-rule-1: [27, 660, 1513, 662]
story-4-subhead: ಇಂದು ಬ್ರಹ್ಮರಥೋತ್ಸವ: [637, 1049, 745, 1066]
story-1-kicker: ಮಡಿಕೇರಿಯಲ್ಲಿ ಅಕ್ರಮ ಬೆನಿಫಿಟ್ ಸ್ಕೀಂ । ಬಂಧಿತರು ನ್ಯಾಯಾಲಯಕ್ಕೆ ಹಾಜರು: [31, 144, 667, 175]
registration-mark-icon: [584, 2353, 601, 2370]
tender-kalaburagi-office-2: ಪಂಚಾಯತ್ ರಾಜ್ ಇಂಜಿನಿಯರಿಂಗ್ ವಿಭಾಗ ಕಲಬುರಗಿ: [1083, 1026, 1386, 1046]
ad-nhm-body: ರಾಷ್ಟ್ರೀಯ ಆರೋಗ್ಯ ಅಭಿಯಾನದ ಅಡಿಯಲ್ಲಿ ವಿವಿಧ ಸೇವೆಗಳಿಗೆ ಟೆಂಡರ್ ಆಹ್ವಾನಿಸಲಾಗಿದೆ. ಆಸಕ್ತರು ನಿಗದಿತ ದಿನಾಂಕದೊಳಗೆ ಟೆಂಡರ್ ಸಲ್ಲಿಸತಕ್ಕದ್ದು.: [38, 2144, 384, 2168]
ad-wcd: [779, 1455, 1144, 1846]
ad-bengaluru-zp-sign: ಸಹಿ/- ಕಾರ್ಯನಿರ್ವಾಹಕ ಅಭಿಯಂತರರು, ಪಂಚಾಯತ್ ರಾಜ್ ಇಂಜಿನಿಯರಿಂಗ್ ವಿಭಾಗ, ಬೆಂಗಳೂರು ಗ್ರಾಮಾಂತರ ಜಿಲ್ಲೆ: [61, 1985, 384, 2010]
ad-jamkhandi-title: ನಗರಸಭೆ ಕಾರ್ಯಾಲಯ, ಜಮಖಂಡಿ: [474, 1860, 693, 1882]
registration-mark-icon: [538, 2353, 554, 2370]
ad-jamkhandi-body: ಈ ಮೂಲಕ ಜಮಖಂಡಿ ನಗರಸಭೆ ವ್ಯಾಪ್ತಿಯಲ್ಲಿ ಬರುವ ಸ್ಥಿರಾಸ್ತಿಗಳ ಮಾಲೀಕರಿಗೆ ತಿಳಿಸುವುದೇನೆಂದರೆ ಆಸ್ತಿ ತೆರಿಗೆ ಪಾವತಿಸಲು ಕೊನೆಯ ದಿನಾಂಕ ನಿಗದಿಪಡಿಸಲಾಗಿದೆ. ಬಾಕಿ ಉಳಿಸಿಕೊಂಡಿರುವ ಆಸ್ತಿ ಮಾಲೀಕರು ಕೂಡಲೇ ತೆರಿಗೆ ಪಾವತಿಸಿ ನಗರದ ಅಭಿವೃದ್ಧಿಗೆ ಸಹಕರಿಸಬೇಕು. ಹೆಚ್ಚಿನ ಮಾಹಿತಿಗಾಗಿ ನಗರಸಭೆ ಕಾರ್ಯಾಲಯ ಸಂಪರ್ಕಿಸಿ. (ದೂರವಾಣಿ ಸಂಖ್ಯೆ : 7019160496): [407, 1936, 760, 1999]
story-4: [637, 668, 1513, 975]
ad-saligrama-heading: ಕೊಟೇಶನ್ ಪ್ರಕಟಣೆ: [913, 1975, 1007, 1992]
ad-saligrama-sign: ಸಹಿ/- ಮುಖ್ಯಾಧಿಕಾರಿ, ಪಟ್ಟಣ ಪಂಚಾಯತ್ ಸಾಲಿಗ್ರಾಮ: [961, 2273, 1137, 2284]
registration-mark-icon: [1029, 2353, 1046, 2370]
story-2-col-3: ಕಾಸರಗೋಡು ಹಾಗೂ ದಕ್ಷಿಣ ಕನ್ನಡ ಜಿಲ್ಲೆಗಳ ವಿವಿಧ ಕಾಲೇಜುಗಳ ಪ್ರಾಧ್ಯಾಪಕರು ಭಾಷಾಂತರ ಕ್ಷೇತ್ರದ ಅನುಭವಗಳನ್ನು ಹಂಚಿಕೊಂಡರು. ವಿದ್ಯಾರ್ಥಿಗಳು ಸಕ್ರಿಯವಾಗಿ ಪಾಲ್ಗೊಂಡರು.: [1321, 440, 1513, 517]
story-5-headline-1: ನಾಳೆ ಪೇಜಾವರ ಶ್ರೀಗಳ ಜನ್ಮನಕ್ಷತ್ರದ: [31, 1193, 293, 1220]
ad-saligrama-date: ದಿನಾಂಕ: 14-02-2025: [1054, 1959, 1137, 1970]
header-date: 18 ಫೆಬ್ರವರಿ 2025: [77, 83, 226, 106]
tender-kalaburagi-body: 1) ಕಾಮಗಾರಿಗಳ ಇಂಡೆಂಟ್ ಸಂಖ್ಯೆ: ಚಿತ್ತಾಪೂರ ಮತಕ್ಷೇತ್ರದ ವ್ಯಾಪ್ತಿಯಲ್ಲಿ ಬರುವ 25 ವಿವಿಧ ಗ್ರಾಮಗಳಿಗೆ ಸಮಗ್ರ ಗ್ರಾಮೀಣ ಕುಡಿಯುವ ನೀರಿನ ಕಾಮಗಾರಿಗಳು (1) 12853 (2) 12857 (3) 12866 (4) 12863 (5) 12861 (6) 12876 (7) 12862 (8) 12875 (9) 12865 (10) 12880 (11) 12860 (12) 12874 (13) 12852 (14) 12868 (15) 12858 (16) 12859 (17) 12883 (18) 12881 (19) 12900 (20) 12877 (21) 12872 (22) 12888 (23) 12878 (24) 12526 (25) 12778. 2) ಟೆಂಡರ್‌ಗಳ ಮೊತ್ತ: ರೂ. 85,03,812.98, ರಿಂದ ರೂ. 1,86,79,150.58. 3) ಟೆಂಡರ್ ದಾಖಲೆಗಳನ್ನು ಡೌನ್‌ಲೋಡ್ ಮಾಡುವ ಕೊನೆಯ ದಿನಾಂಕ: 03-03-2025 ಸಾಯಂಕಾಲ 4:00 ಗಂಟೆವರೆಗೆ. 4) ತಾಂತ್ರಿಕ ಲಕೋಟೆ ತೆರೆಯುವ ದಿನಾಂಕ: 05-03-2025 ಬೆಳಿಗ್ಗೆ 11:00 ಗಂಟೆಗೆ. 5) ಹೆಚ್ಚಿನ ವಿವರಗಳಿಗಾಗಿ ವೆಬ್‌ಸೈಟ್ ನೋಡಿ: www.kppp.karnataka.gov.in: [967, 1099, 1502, 1223]
tender-kalaburagi-govt: ಕರ್ನಾಟಕ ಸರ್ಕಾರ: [1201, 987, 1268, 1001]
ad-jamkhandi-heading: ಸಾರ್ವಜನಿಕ ಪ್ರಕಟಣೆ: [541, 1915, 627, 1930]
ad-bengaluru-zp-heading: ಅಲ್ಪಾವಧಿ ಟೆಂಡರ್ ಪ್ರಕಟಣೆ ಸಂ: 33/2024-25 (ಟೆಂಡರ್ ಮೂಲಕ): [38, 1807, 318, 1821]
ad-nhm-cell: 25.02.2025: [307, 2190, 384, 2207]
header-day: ಮಂಗಳವಾರ: [77, 61, 151, 83]
ad-udupi-govt: ಕರ್ನಾಟಕ ಸರ್ಕಾರ: [1302, 1860, 1363, 1873]
ad-saligrama-body: ಸಾಲಿಗ್ರಾಮ ಪಟ್ಟಣ ಪಂಚಾಯತ್ ವ್ಯಾಪ್ತಿಯ ಘನತ್ಯಾಜ್ಯ ನಿರ್ವಹಣಾ ಘಟಕದಲ್ಲಿ Greenbelt ನಿರ್ಮಾಣ ಮಾಡುವ ಕುರಿತು ಕೊಟೇಶನ್ ಆಹ್ವಾನಿಸಲಾಗಿದೆ. ಆಸಕ್ತರು ಕೊಟೇಶನ್‌ಗಳನ್ನು ದಿನಾಂಕ 24-02-2025 ರ ಸಂಜೆ 4.30 ರ ಒಳಗೆ ಕಚೇರಿಗೆ ಸಲ್ಲಿಸತಕ್ಕದ್ದು. ಹೆಚ್ಚಿನ ಮಾಹಿತಿಗಾಗಿ ಕಚೇರಿ ವೇಳೆಯಲ್ಲಿ ಸಂಪರ್ಕಿಸಬಹುದಾಗಿದೆ.: [783, 1998, 1137, 2061]
tender-kalaburagi-sign-1: ಸಹಿ/- ಕಾರ್ಯನಿರ್ವಾಹಕ ಅಭಿಯಂತರರು: [1352, 1328, 1502, 1342]
ad-udupi: [1152, 1852, 1513, 2343]
story-2: [922, 142, 1513, 664]
ad-nhm-cell: 01.04.2025 - 30.09.2025: [151, 2207, 307, 2225]
header-date-block: [77, 61, 276, 131]
story-4-headline: ಪಣಂಬೂರ ಪುರವಾಸ ಶ್ರೀ ನಂದನೇಶ ಸಂಸ್ಮರಣ ಸಂಚಿಕೆ ಬಿಡುಗಡೆ: [637, 669, 1328, 709]
ad-nhm-cell: ವಿವಿಧ ಸೇವೆಗಳ ಸರಬರಾಜು: [39, 2190, 152, 2207]
story-8-body: ▪ಮಂಗಳೂರು: ರೋಶನಿ ನಿಲಯ ಸ್ವಾಯತ್ತ ಕಾಲೇಜಿನ ಮನಃಶಾಸ್ತ್ರ ವಿಭಾಗ ಹಾಗೂ ಆಂತರಿಕ ಗುಣಮಟ್ಟ ಭರವಸೆ ಕೋಶದ ಸಹಯೋಗದಲ್ಲಿ 'ಕ್ಯಾಲಿಂಗ್ ರಿಯಾಲಿಟಿ ವಿದ್ ದಿ ಮೈಂಡ್' ವಿಷಯದಲ್ಲಿ ರಾಷ್ಟ್ರೀಯ ಮಟ್ಟದ ಅಂತರ ಕಾಲೇಜು ಸ್ಪರ್ಧೆ 'ಸಿಂಟಿಲ್ಲ-2025' ಫೆ.21 ಹಾಗೂ 22ರಂದು ನಡೆಯಲಿದೆ. ವಿವಿಧ ಸ್ಪರ್ಧೆಗಳಲ್ಲಿ ವಿದ್ಯಾರ್ಥಿಗಳು ಭಾಗವಹಿಸಬಹುದು. ವಿಜೇತರಿಗೆ ನಗದು ಬಹುಮಾನ ನೀಡಲಾಗುವುದು ಎಂದು ಪ್ರಾಂಶುಪಾಲರು ತಿಳಿಸಿದ್ದಾರೆ.: [399, 1231, 937, 1309]
logo-emblem-icon: [1129, 54, 1178, 103]
story-6-headline: ಕಲ್ಲಡ್ಕ ಕಾಲೇಜಿನಲ್ಲಿ ಆಹಾರ ಮೇಳ: [31, 1387, 280, 1414]
